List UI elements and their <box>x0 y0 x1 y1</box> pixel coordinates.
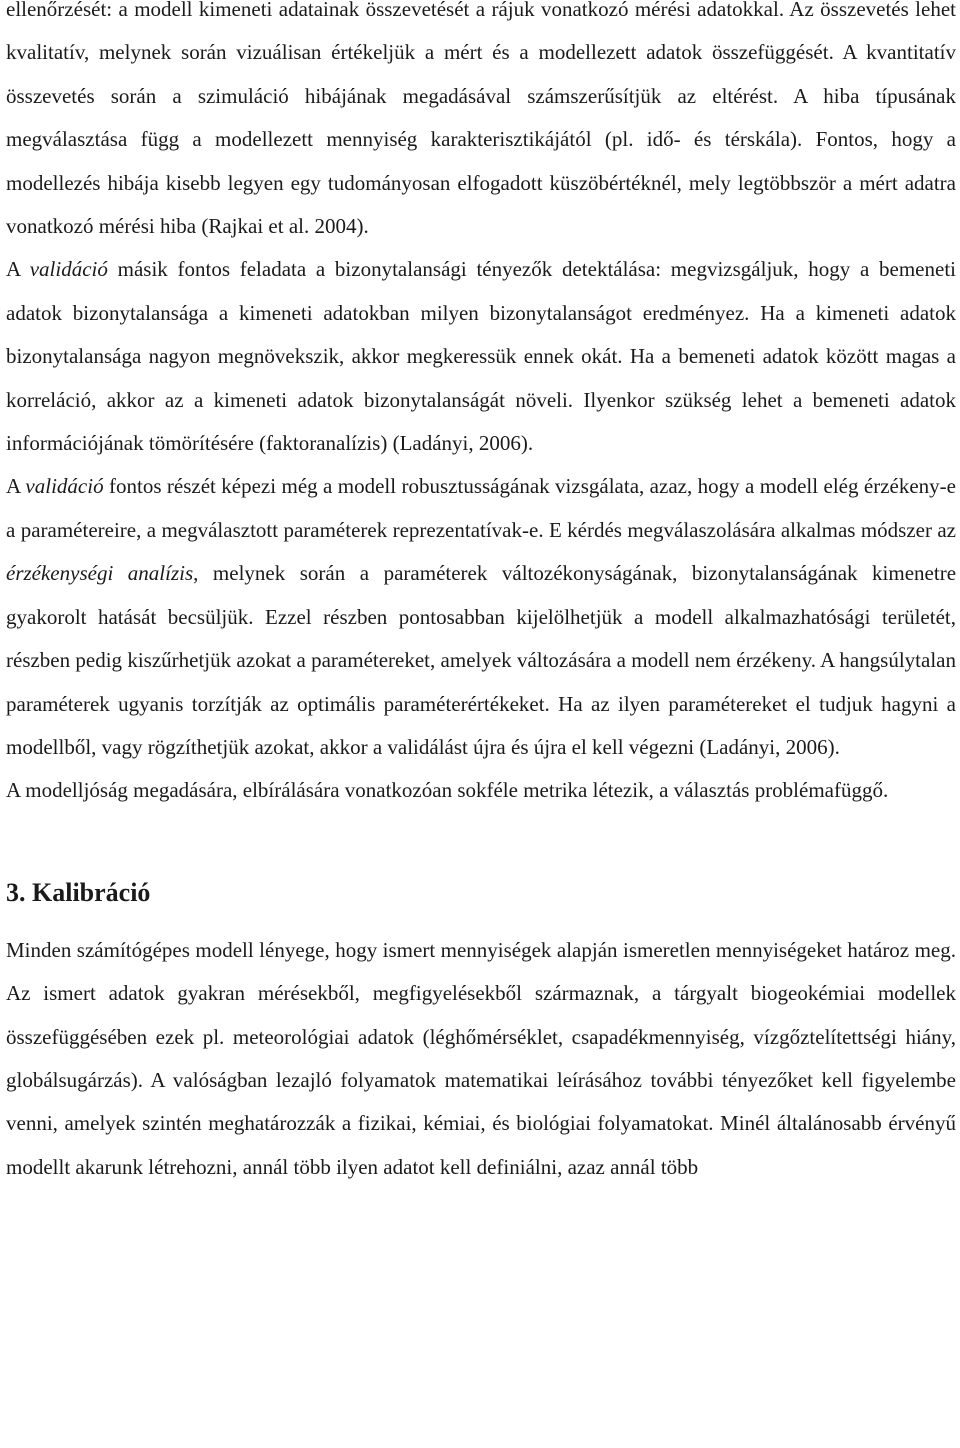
text-run: másik fontos feladata a bizonytalansági tényezők detektálása: megvizsgáljuk, hogy a bemeneti adatok bizonytalansága a kimeneti adatokban milyen bizonytalanságot eredményez. Ha a kimeneti adatok bizonytalansága nagyon megnövekszik, akkor megkeressük ennek okát. Ha a bemeneti adatok között magas a korreláció, akkor az a kimeneti adatok bizonytalanságát növeli. Ilyenkor szükség lehet a bemeneti adatok információjának tömörítésére (faktoranalízis) (Ladányi, 2006). <box>6 257 956 456</box>
paragraph-metrics: A modelljóság megadására, elbírálására vonatkozóan sokféle metrika létezik, a választás problémafüggő. <box>6 778 889 803</box>
text-run: A <box>6 474 26 499</box>
paragraph-sensitivity <box>6 465 956 769</box>
heading-gap <box>6 917 956 929</box>
text-run: fontos részét képezi még a modell robusztusságának vizsgálata, azaz, hogy a modell elég érzékeny-e a paramétereire, a megválasztott paraméterek reprezentatívak-e. E kérdés megválaszolására alkalmas módszer az <box>6 474 956 542</box>
text-run: , melynek során a paraméterek változékonyságának, bizonytalanságának kimenetre gyakorolt hatását becsüljük. Ezzel részben pontosabban kijelölhetjük a modell alkalmazhatósági területét, részben pedig kiszűrhetjük azokat a paramétereket, amelyek változására a modell nem érzékeny. A hangsúlytalan paraméterek ugyanis torzítják az optimális paraméterértékeket. Ha az ilyen paramétereket el tudjuk hagyni a modellből, vagy rögzíthetjük azokat, akkor a validálást újra és újra el kell végezni (Ladányi, 2006). <box>6 561 957 759</box>
section-heading: 3. Kalibráció <box>6 877 151 907</box>
emphasis-validacio: validáció <box>29 257 108 282</box>
emphasis-validacio: validáció <box>25 474 104 499</box>
document-page <box>6 0 956 1189</box>
text-run: A <box>6 257 30 282</box>
paragraph-validation-comparison: ellenőrzését: a modell kimeneti adatainak összevetését a rájuk vonatkozó mérési adatokkal. Az összevetés lehet kvalitatív, melynek során vizuálisan értékeljük a mért és a modellezett adatok összefüggését. A kvantitatív összevetés során a szimuláció hibájának megadásával számszerűsítjük az eltérést. A hiba típusának megválasztása függ a modellezett mennyiség karakterisztikájától (pl. idő- és térskála). Fontos, hogy a modellezés hibája kisebb legyen egy tudományosan elfogadott küszöbértéknél, mely legtöbbször a mért adatra vonatkozó mérési hiba (Rajkai et al. 2004). <box>6 0 956 239</box>
paragraph-uncertainty <box>6 248 956 465</box>
paragraph-calibration: Minden számítógépes modell lényege, hogy ismert mennyiségek alapján ismeretlen mennyiségeket határoz meg. Az ismert adatok gyakran mérésekből, megfigyelésekből származnak, a tárgyalt biogeokémiai modellek összefüggésében ezek pl. meteorológiai adatok (léghőmérséklet, csapadékmennyiség, vízgőztelítettségi hiány, globálsugárzás). A valóságban lezajló folyamatok matematikai leírásához további tényezőket kell figyelembe venni, amelyek szintén meghatározzák a fizikai, kémiai, és biológiai folyamatokat. Minél általánosabb érvényű modellt akarunk létrehozni, annál több ilyen adatot kell definiálni, azaz annál több <box>6 937 956 1179</box>
emphasis-erzekenysegi-analizis: érzékenységi analízis <box>6 561 194 586</box>
section-spacer <box>6 813 956 871</box>
